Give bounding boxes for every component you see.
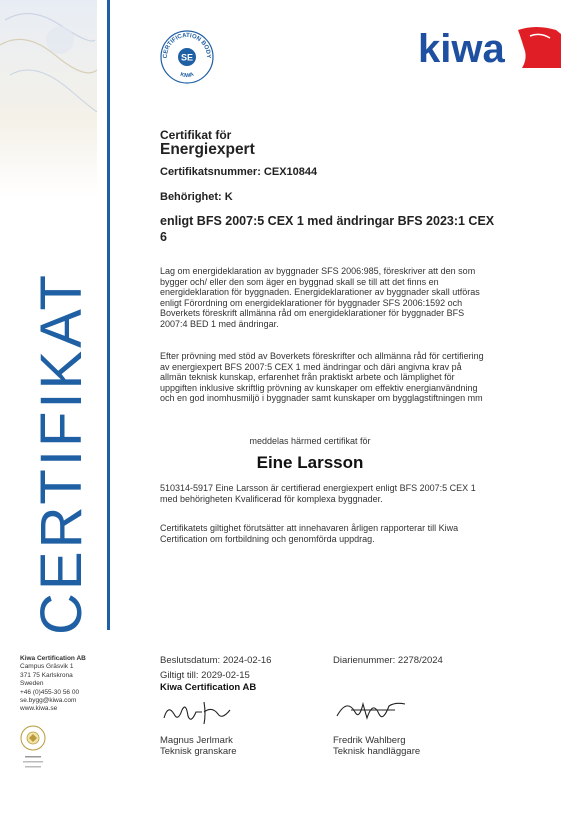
vertical-rule xyxy=(107,0,110,630)
legal-paragraph-1: Lag om energideklaration av byggnader SFS 2006:985, föreskriver att den som bygger och/ eller den som äger en byggnad skall se till att det finns en energideklaration för byggnaden. Energideklarationer av byggnader skall utföras enligt Förordning om energideklarationer för byggnader SFS 2006:1592 och Boverkets föreskrift allmänna råd om energideklarationer för byggnader BFS 2007:4 BED 1 med ändringar. xyxy=(160,266,480,329)
authority-level: Behörighet: K xyxy=(160,191,233,203)
valid-until: Giltigt till: 2029-02-15 xyxy=(160,670,250,681)
signer-1-role: Teknisk granskare xyxy=(160,746,237,757)
kiwa-logo xyxy=(418,22,563,74)
signer-2-role: Teknisk handläggare xyxy=(333,746,421,757)
certification-body-seal xyxy=(159,29,215,85)
address-country: Sweden xyxy=(20,680,44,688)
diary-number: Diarienummer: 2278/2024 xyxy=(333,655,443,666)
signer-1-name: Magnus Jerlmark xyxy=(160,735,233,746)
issuing-body: Kiwa Certification AB xyxy=(160,682,257,693)
address-city: 371 75 Karlskrona xyxy=(20,671,73,679)
signature-1 xyxy=(160,696,240,728)
address-email: se.bygg@kiwa.com xyxy=(20,697,77,705)
decision-date: Beslutsdatum: 2024-02-16 xyxy=(160,655,272,666)
legal-paragraph-2: Efter prövning med stöd av Boverkets föreskrifter och allmänna råd för certifiering av energiexpert BFS 2007:5 CEX 1 med ändringar och däri angivna krav på allmän teknisk kunskap, erfarenhet från praktiskt arbete och lämplighet för uppgiften inklusive skriftlig prövning av kunskaper om effektiv energianvändning och en god inomhusmiljö i byggnader samt kunskaper om bygglagstiftningen mm xyxy=(160,351,484,403)
kiwa-wordmark: kiwa xyxy=(418,27,505,71)
signature-2 xyxy=(333,692,413,726)
vertical-certificate-word: CERTIFIKAT xyxy=(29,272,94,635)
validity-conditions: Certifikatets giltighet förutsätter att innehavaren årligen rapporterar till Kiwa Certification om fortbildning och genomförda uppdrag. xyxy=(160,523,459,544)
signer-2-name: Fredrik Wahlberg xyxy=(333,735,406,746)
svg-text:KIWA xyxy=(179,72,194,79)
certificate-for-label: Certifikat för xyxy=(160,128,232,142)
address-phone: +46 (0)455-30 56 00 xyxy=(20,688,80,696)
seal-bottom-text: KIWA xyxy=(179,71,195,80)
company-name: Kiwa Certification AB xyxy=(20,655,86,662)
company-address xyxy=(20,655,86,714)
regulation-reference: enligt BFS 2007:5 CEX 1 med ändringar BFS 2023:1 CEX 6 xyxy=(160,214,495,244)
swedac-accreditation-mark xyxy=(19,724,47,782)
holder-details: 510314-5917 Eine Larsson är certifierad energiexpert enligt BFS 2007:5 CEX 1 med behörigheten Kvalificerad för komplexa byggnader. xyxy=(160,483,476,504)
certificate-title: Energiexpert xyxy=(160,141,255,158)
seal-center-text: SE xyxy=(180,52,194,63)
signer-1 xyxy=(160,735,237,757)
issued-line: meddelas härmed certifikat för xyxy=(249,436,371,446)
certificate-number: Certifikatsnummer: CEX10844 xyxy=(160,166,318,178)
address-street: Campus Gräsvik 1 xyxy=(20,663,74,671)
holder-name: Eine Larsson xyxy=(256,453,364,472)
seal-top-text: CERTIFICATION BODY xyxy=(162,32,212,59)
signer-2 xyxy=(333,735,420,757)
address-web: www.kiwa.se xyxy=(20,705,58,713)
